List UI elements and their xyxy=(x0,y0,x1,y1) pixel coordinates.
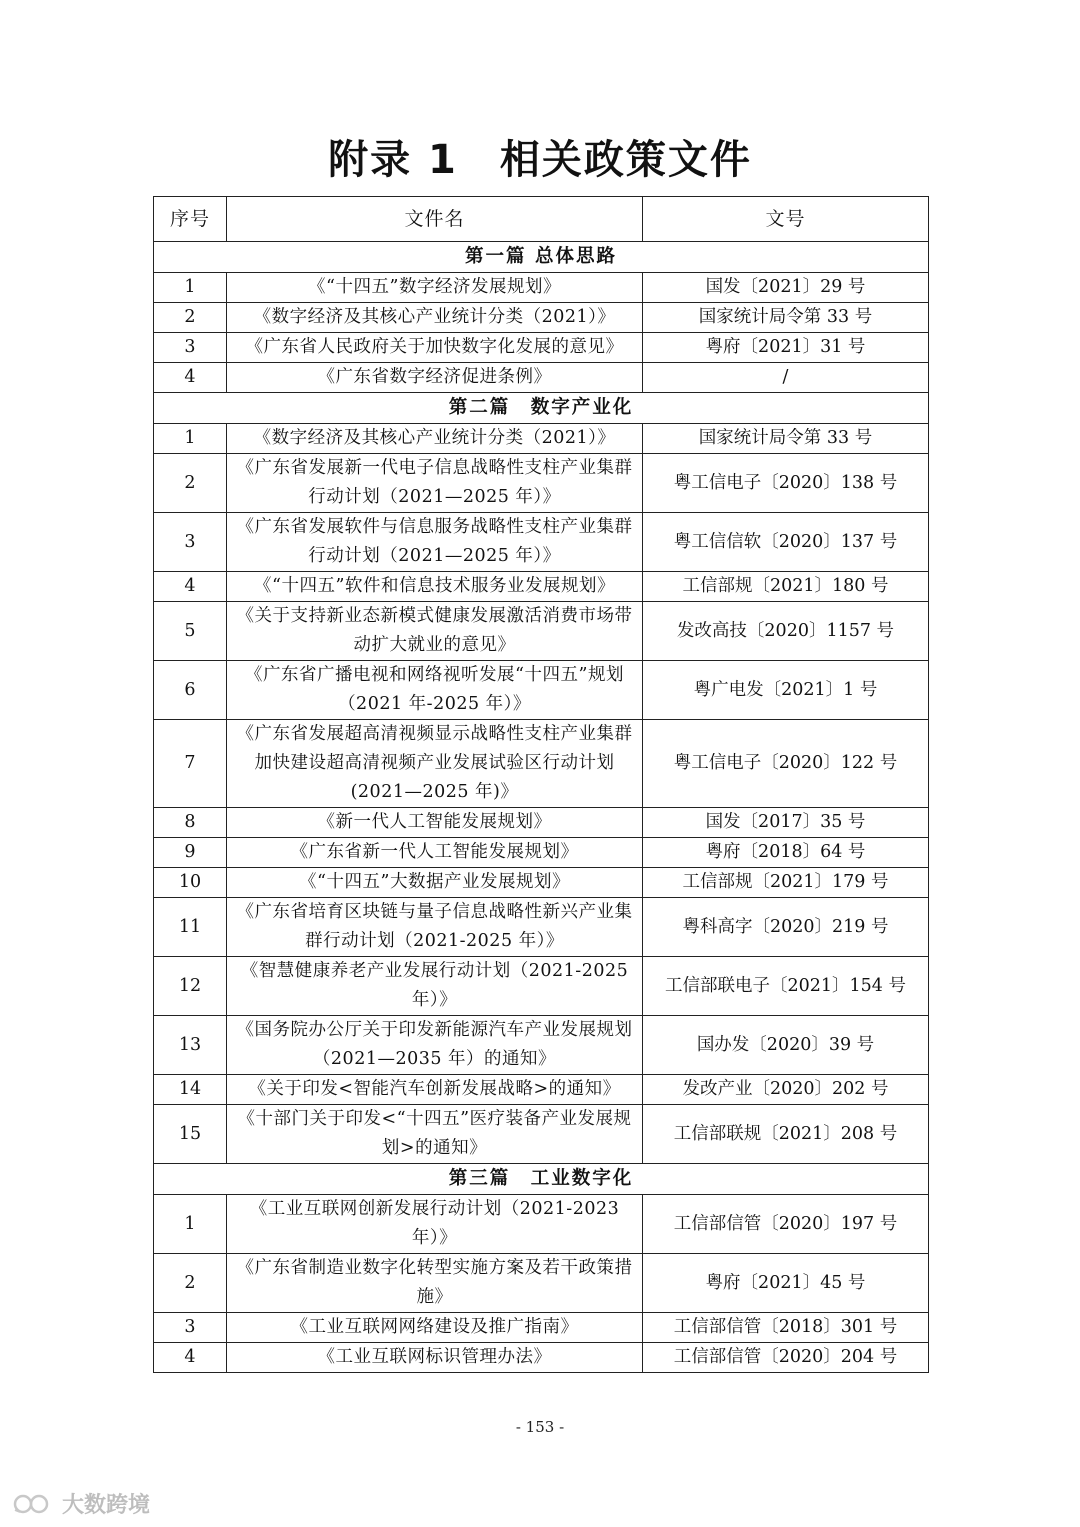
row-doc-number: 粤科高字〔2020〕219 号 xyxy=(643,898,929,957)
row-doc-number: 粤工信信软〔2020〕137 号 xyxy=(643,513,929,572)
row-doc-number: 发改高技〔2020〕1157 号 xyxy=(643,602,929,661)
table-header-row xyxy=(154,197,929,242)
row-file-name: 《广东省发展新一代电子信息战略性支柱产业集群行动计划（2021—2025 年）》 xyxy=(227,454,643,513)
section-row xyxy=(154,242,929,273)
row-file-name: 《十部门关于印发<“十四五”医疗装备产业发展规划>的通知》 xyxy=(227,1105,643,1164)
row-file-name: 《“十四五”大数据产业发展规划》 xyxy=(227,868,643,898)
row-doc-number: 工信部信管〔2020〕197 号 xyxy=(643,1195,929,1254)
row-file-name: 《广东省制造业数字化转型实施方案及若干政策措施》 xyxy=(227,1254,643,1313)
section-title: 第二篇 数字产业化 xyxy=(154,393,929,424)
header-seq: 序号 xyxy=(154,197,227,242)
row-seq: 1 xyxy=(154,1195,227,1254)
section-row xyxy=(154,1164,929,1195)
table-row xyxy=(154,1343,929,1373)
row-seq: 13 xyxy=(154,1016,227,1075)
page-title: 附录 1 相关政策文件 xyxy=(328,137,752,183)
row-seq: 12 xyxy=(154,957,227,1016)
row-file-name: 《广东省发展超高清视频显示战略性支柱产业集群加快建设超高清视频产业发展试验区行动计划(2021—2025 年)》 xyxy=(227,720,643,808)
row-seq: 11 xyxy=(154,898,227,957)
row-file-name: 《数字经济及其核心产业统计分类（2021）》 xyxy=(227,424,643,454)
row-seq: 4 xyxy=(154,363,227,393)
row-file-name: 《“十四五”软件和信息技术服务业发展规划》 xyxy=(227,572,643,602)
table-row xyxy=(154,572,929,602)
page-number: - 153 - xyxy=(515,1418,565,1436)
row-seq: 10 xyxy=(154,868,227,898)
header-file-name: 文件名 xyxy=(227,197,643,242)
row-doc-number: 工信部规〔2021〕179 号 xyxy=(643,868,929,898)
table-row xyxy=(154,273,929,303)
row-file-name: 《广东省发展软件与信息服务战略性支柱产业集群行动计划（2021—2025 年）》 xyxy=(227,513,643,572)
row-file-name: 《工业互联网标识管理办法》 xyxy=(227,1343,643,1373)
row-doc-number: 工信部信管〔2020〕204 号 xyxy=(643,1343,929,1373)
row-file-name: 《广东省培育区块链与量子信息战略性新兴产业集群行动计划（2021-2025 年）》 xyxy=(227,898,643,957)
table-row xyxy=(154,898,929,957)
row-seq: 3 xyxy=(154,513,227,572)
watermark xyxy=(12,1488,150,1519)
section-row xyxy=(154,393,929,424)
table-row xyxy=(154,1016,929,1075)
row-doc-number: 国家统计局令第 33 号 xyxy=(643,303,929,333)
row-doc-number: / xyxy=(643,363,929,393)
row-doc-number: 工信部规〔2021〕180 号 xyxy=(643,572,929,602)
row-doc-number: 粤广电发〔2021〕1 号 xyxy=(643,661,929,720)
table-row xyxy=(154,1195,929,1254)
row-file-name: 《新一代人工智能发展规划》 xyxy=(227,808,643,838)
row-doc-number: 国发〔2021〕29 号 xyxy=(643,273,929,303)
row-seq: 9 xyxy=(154,838,227,868)
row-file-name: 《广东省新一代人工智能发展规划》 xyxy=(227,838,643,868)
row-doc-number: 粤府〔2021〕45 号 xyxy=(643,1254,929,1313)
row-file-name: 《广东省广播电视和网络视听发展“十四五”规划（2021 年-2025 年）》 xyxy=(227,661,643,720)
table-row xyxy=(154,808,929,838)
row-file-name: 《广东省人民政府关于加快数字化发展的意见》 xyxy=(227,333,643,363)
row-doc-number: 工信部信管〔2018〕301 号 xyxy=(643,1313,929,1343)
row-file-name: 《关于支持新业态新模式健康发展激活消费市场带动扩大就业的意见》 xyxy=(227,602,643,661)
table-row xyxy=(154,602,929,661)
row-doc-number: 国家统计局令第 33 号 xyxy=(643,424,929,454)
section-title: 第三篇 工业数字化 xyxy=(154,1164,929,1195)
table-row xyxy=(154,333,929,363)
table-row xyxy=(154,661,929,720)
table-row xyxy=(154,1105,929,1164)
table-row xyxy=(154,454,929,513)
row-seq: 1 xyxy=(154,424,227,454)
row-doc-number: 粤府〔2018〕64 号 xyxy=(643,838,929,868)
row-seq: 3 xyxy=(154,333,227,363)
row-seq: 2 xyxy=(154,1254,227,1313)
row-seq: 15 xyxy=(154,1105,227,1164)
row-seq: 5 xyxy=(154,602,227,661)
row-doc-number: 粤工信电子〔2020〕122 号 xyxy=(643,720,929,808)
table-row xyxy=(154,838,929,868)
row-doc-number: 工信部联规〔2021〕208 号 xyxy=(643,1105,929,1164)
table-row xyxy=(154,1254,929,1313)
section-title: 第一篇 总体思路 xyxy=(154,242,929,273)
table-row xyxy=(154,513,929,572)
row-doc-number: 国发〔2017〕35 号 xyxy=(643,808,929,838)
row-file-name: 《智慧健康养老产业发展行动计划（2021-2025 年）》 xyxy=(227,957,643,1016)
table-row xyxy=(154,957,929,1016)
table-row xyxy=(154,1075,929,1105)
row-seq: 1 xyxy=(154,273,227,303)
table-row xyxy=(154,424,929,454)
row-seq: 2 xyxy=(154,454,227,513)
row-doc-number: 粤府〔2021〕31 号 xyxy=(643,333,929,363)
row-doc-number: 发改产业〔2020〕202 号 xyxy=(643,1075,929,1105)
table-row xyxy=(154,720,929,808)
table-row xyxy=(154,303,929,333)
row-seq: 2 xyxy=(154,303,227,333)
row-file-name: 《工业互联网创新发展行动计划（2021-2023 年）》 xyxy=(227,1195,643,1254)
watermark-text: 大数跨境 xyxy=(62,1493,151,1518)
row-seq: 14 xyxy=(154,1075,227,1105)
row-doc-number: 工信部联电子〔2021〕154 号 xyxy=(643,957,929,1016)
table-row xyxy=(154,1313,929,1343)
policy-table xyxy=(153,196,929,1373)
table-row xyxy=(154,868,929,898)
row-seq: 6 xyxy=(154,661,227,720)
table-row xyxy=(154,363,929,393)
table-body xyxy=(154,242,929,1373)
row-file-name: 《广东省数字经济促进条例》 xyxy=(227,363,643,393)
row-seq: 7 xyxy=(154,720,227,808)
watermark-logo-icon xyxy=(12,1492,56,1516)
row-file-name: 《“十四五”数字经济发展规划》 xyxy=(227,273,643,303)
header-doc-number: 文号 xyxy=(643,197,929,242)
row-file-name: 《关于印发<智能汽车创新发展战略>的通知》 xyxy=(227,1075,643,1105)
row-file-name: 《国务院办公厅关于印发新能源汽车产业发展规划（2021—2035 年）的通知》 xyxy=(227,1016,643,1075)
row-seq: 8 xyxy=(154,808,227,838)
row-seq: 4 xyxy=(154,1343,227,1373)
row-file-name: 《工业互联网网络建设及推广指南》 xyxy=(227,1313,643,1343)
row-doc-number: 国办发〔2020〕39 号 xyxy=(643,1016,929,1075)
row-file-name: 《数字经济及其核心产业统计分类（2021）》 xyxy=(227,303,643,333)
row-seq: 4 xyxy=(154,572,227,602)
row-seq: 3 xyxy=(154,1313,227,1343)
row-doc-number: 粤工信电子〔2020〕138 号 xyxy=(643,454,929,513)
